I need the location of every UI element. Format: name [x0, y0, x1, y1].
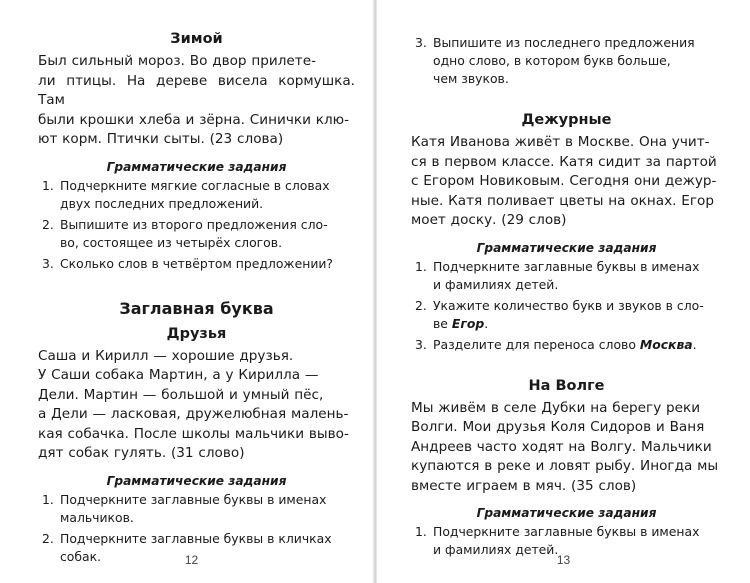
- task-list: [411, 258, 722, 354]
- task-line: Сколько слов в четвёртом предложении?: [60, 255, 333, 271]
- task-line-suffix: .: [692, 336, 697, 352]
- text-line: а Дели — ласковая, дружелюбная малень-: [38, 406, 349, 422]
- task-item: [38, 255, 355, 273]
- story-title-na-volge: На Волге: [528, 377, 605, 394]
- story-text-druzya: [38, 347, 355, 464]
- text-line: Дели. Мартин — большой и умный пёс,: [38, 386, 324, 403]
- task-line: Подчеркните заглавные буквы в именах: [433, 524, 700, 539]
- tasks-heading: Грамматические задания: [476, 506, 657, 520]
- tasks-heading: Грамматические задания: [106, 159, 287, 174]
- task-number: 1.: [415, 524, 427, 539]
- task-line-suffix: .: [484, 315, 489, 331]
- emphasized-word: Москва: [639, 336, 693, 352]
- task-line-prefix: ве: [433, 315, 452, 331]
- task-number: 3.: [42, 255, 54, 271]
- story-text-dezhurnye: [411, 133, 722, 231]
- task-number: 2.: [42, 530, 54, 546]
- task-line: Подчеркните заглавные буквы в кличках: [60, 530, 332, 546]
- text-line: У Саши собака Мартин, а у Кирилла —: [38, 367, 319, 383]
- task-line: Укажите количество букв и звуков в сло-: [433, 297, 704, 313]
- text-line: Волги. Мои друзья Коля Сидоров и Ваня: [411, 419, 705, 435]
- task-item: [38, 216, 355, 252]
- task-number: 3.: [415, 35, 427, 50]
- emphasized-word: Егор: [451, 315, 485, 331]
- task-number: 3.: [415, 336, 427, 352]
- text-line: были крошки хлеба и зёрна. Синички клю-: [38, 111, 349, 128]
- section-title: Заглавная буква: [119, 298, 274, 318]
- text-line: купаются в реке и ловят рыбу. Иногда мы: [411, 458, 719, 474]
- task-line: и фамилиях детей.: [433, 276, 559, 292]
- task-line: во, состоящее из четырёх слогов.: [60, 234, 283, 250]
- tasks-heading: Грамматические задания: [106, 473, 287, 488]
- task-item: [38, 177, 355, 213]
- page-number: 12: [184, 553, 199, 567]
- text-line: с Егором Новиковым. Сегодня они дежур-: [411, 173, 717, 189]
- task-line: чем звуков.: [433, 71, 509, 86]
- page-number: 13: [556, 553, 571, 567]
- text-line: Был сильный мороз. Во двор прилете-: [38, 53, 316, 69]
- task-line-prefix: Разделите для переноса слово: [433, 336, 640, 352]
- task-number: 1.: [42, 491, 54, 507]
- task-line: Выпишите из второго предложения сло-: [60, 216, 328, 232]
- text-line: Катя Иванова живёт в Москве. Она учит-: [411, 134, 710, 150]
- task-number: 2.: [42, 216, 54, 232]
- task-line: Выпишите из последнего предложения: [433, 35, 695, 50]
- task-item: [411, 34, 722, 88]
- task-line: собак.: [60, 548, 102, 564]
- task-number: 1.: [42, 177, 54, 193]
- text-line: Андреев часто ходят на Волгу. Мальчики: [411, 438, 712, 455]
- text-line: Мы живём в селе Дубки на берегу реки: [411, 399, 701, 416]
- page-left: [0, 0, 373, 583]
- task-line: двух последних предложений.: [60, 195, 264, 211]
- story-text-na-volge: [411, 399, 722, 497]
- task-line: и фамилиях детей.: [433, 542, 559, 557]
- task-item: [411, 297, 722, 333]
- text-line: дят собак гулять. (31 слово): [38, 445, 245, 461]
- task-line: Подчеркните заглавные буквы в именах: [433, 258, 700, 274]
- text-line: ные. Катя поливает цветы на окнах. Егор: [411, 192, 714, 209]
- task-line: Подчеркните заглавные буквы в именах: [60, 491, 327, 507]
- text-line: ли птицы. На дереве висела кормушка. Там: [38, 72, 355, 108]
- text-line: кая собачка. После школы мальчики выво-: [38, 425, 349, 442]
- story-title-dezhurnye: Дежурные: [521, 112, 612, 128]
- story-title-zimoy: Зимой: [170, 31, 223, 47]
- task-list: [38, 177, 355, 273]
- story-text-zimoy: [38, 52, 355, 150]
- task-number: 2.: [415, 297, 427, 313]
- page-right: [377, 0, 750, 583]
- text-line: Саша и Кирилл — хорошие друзья.: [38, 347, 294, 364]
- task-number: 1.: [415, 258, 427, 274]
- task-line: Подчеркните мягкие согласные в словах: [60, 177, 330, 193]
- task-item: [411, 258, 722, 294]
- story-title-druzya: Друзья: [166, 325, 227, 342]
- tasks-heading: Грамматические задания: [476, 240, 657, 255]
- task-list: [411, 34, 722, 88]
- text-line: вместе играем в мяч. (35 слов): [411, 477, 637, 494]
- text-line: ют корм. Птички сыты. (23 слова): [38, 131, 284, 147]
- task-line: одно слово, в котором букв больше,: [433, 53, 671, 68]
- task-line: мальчиков.: [60, 509, 134, 525]
- task-item: [38, 491, 355, 527]
- text-line: ся в первом классе. Катя сидит за партой: [411, 153, 717, 170]
- text-line: моет доску. (29 слов): [411, 212, 567, 228]
- task-item: [411, 336, 722, 354]
